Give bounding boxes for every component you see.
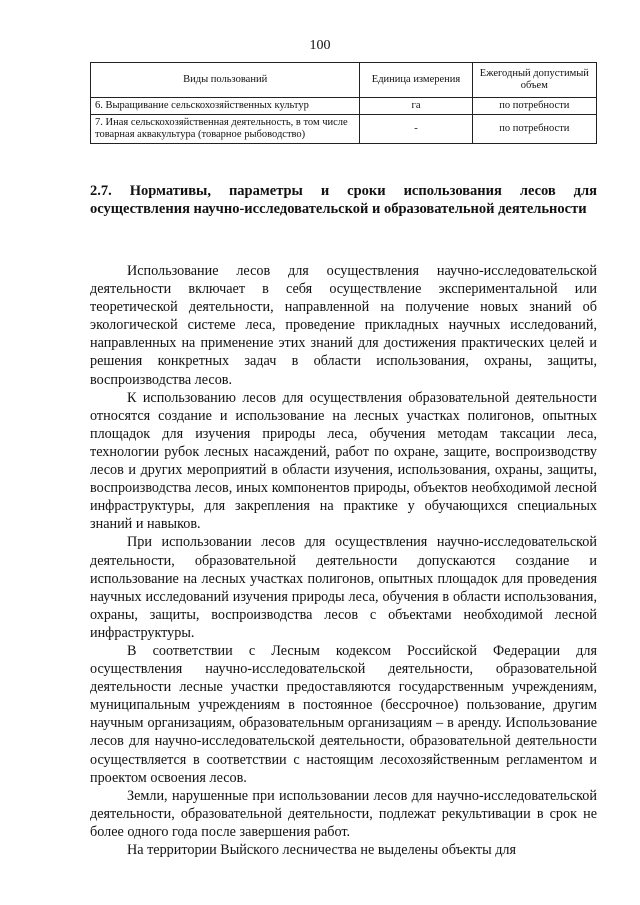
paragraph: Земли, нарушенные при использовании лесов для научно-исследовательской деятельности, образовательной деятельности, подлежат рекультивации в срок не более одного года после завершения работ. [90,787,597,840]
paragraph: В соответствии с Лесным кодексом Российской Федерации для осуществления научно-исследовательской деятельности, образовательной деятельности лесные участки предоставляются государственным учреждениям, муниципальным учреждениям в постоянное (бессрочное) пользование, другим научным организациям, образовательным организациям – в аренду. Использование лесов для научно-исследовательской деятельности, образовательной деятельности осуществляется в соответствии с настоящим лесохозяйственным регламентом и проектом освоения лесов. [90,642,597,786]
table-header-cell: Виды пользований [91,63,360,98]
table-header-row [91,63,597,98]
paragraph: При использовании лесов для осуществления научно-исследовательской деятельности, образовательной деятельности допускаются создание и использование на лесных участках полигонов, опытных площадок для проведения научных исследований изучения природы леса, обучения в области использования, охраны, защиты, воспроизводства лесов с объектами необходимой лесной инфраструктуры. [90,534,597,641]
table-cell: по потребности [472,115,596,144]
table-cell: 7. Иная сельскохозяйственная деятельность, в том числе товарная аквакультура (товарное рыбоводство) [91,115,360,144]
table-header-cell: Единица измерения [360,63,472,98]
paragraph: К использованию лесов для осуществления образовательной деятельности относятся создание и использование на лесных участках полигонов, опытных площадок для изучения природы леса, обучения методам таксации леса, технологии рубок лесных насаждений, работ по охране, защите, воспроизводству лесов и других мероприятий в области изучения, использования, охраны, защиты, воспроизводства лесов, иных компонентов природы, объектов необходимой лесной инфраструктуры, для закрепления на практике у обучающихся специальных знаний и навыков. [90,389,597,533]
table-cell: - [360,115,472,144]
usage-table [90,62,597,144]
table-cell: по потребности [472,98,596,115]
table-row [91,98,597,115]
table-row [91,115,597,144]
section-heading: 2.7. Нормативы, параметры и сроки использования лесов для осуществления научно-исследовательской и образовательной деятельности [90,183,597,217]
paragraph: Использование лесов для осуществления научно-исследовательской деятельности включает в себя осуществление экспериментальной или теоретической деятельности, направленной на получение новых знаний об экологической системе леса, проведение прикладных научных исследований, направленных на применение этих знаний для достижения практических целей и решения конкретных задач в области использования, охраны, защиты, воспроизводства лесов. [90,263,597,388]
page-number: 100 [309,38,331,53]
table-cell: 6. Выращивание сельскохозяйственных культур [91,98,360,115]
paragraph: На территории Выйского лесничества не выделены объекты для [127,842,517,858]
table-header-cell: Ежегодный допустимый объем [472,63,596,98]
body-text [90,262,597,859]
table-cell: га [360,98,472,115]
